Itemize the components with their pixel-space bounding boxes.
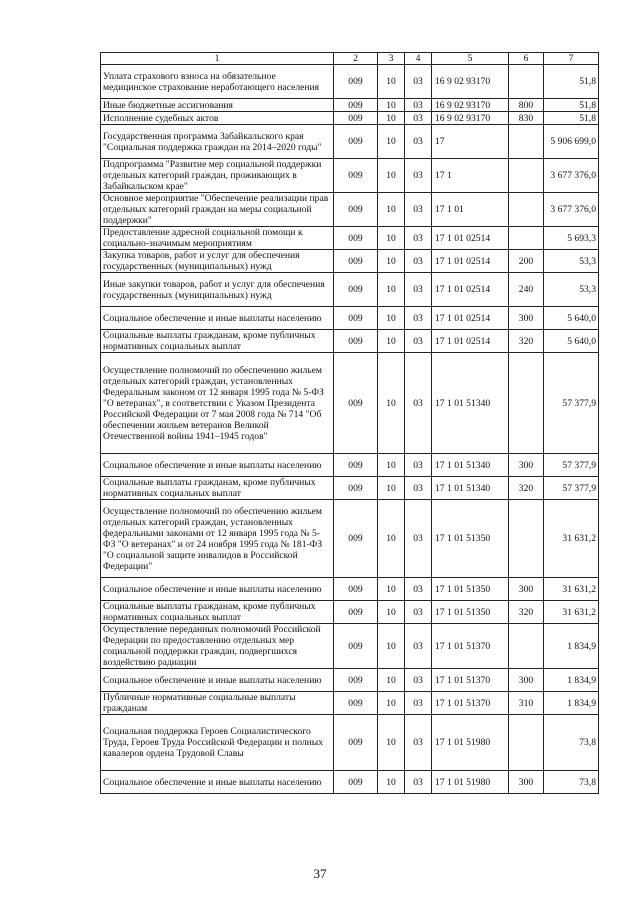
subsection-code: 03: [405, 692, 432, 715]
header-col-5: 5: [432, 53, 509, 65]
section-code: 10: [378, 669, 405, 692]
subsection-code: 03: [405, 125, 432, 159]
row-name: Предоставление адресной социальной помощи к социально-значимым мероприятиям: [101, 227, 334, 250]
amount: 51,8: [544, 65, 599, 99]
amount: 51,8: [544, 99, 599, 112]
table-row: [101, 578, 599, 601]
target-article: 17 1 01 02514: [432, 227, 509, 250]
ministry-code: 009: [334, 65, 378, 99]
table-row: [101, 273, 599, 307]
target-article: 17 1 01 51340: [432, 477, 509, 500]
target-article: 17 1 01 02514: [432, 273, 509, 307]
expense-type: 320: [509, 477, 544, 500]
row-name: Социальное обеспечение и иные выплаты населению: [101, 771, 334, 794]
expense-type: 800: [509, 99, 544, 112]
target-article: 17 1 01 51350: [432, 578, 509, 601]
amount: 57 377,9: [544, 454, 599, 477]
table-row: [101, 692, 599, 715]
header-row: [101, 53, 599, 65]
subsection-code: 03: [405, 307, 432, 330]
amount: 1 834,9: [544, 624, 599, 669]
section-code: 10: [378, 273, 405, 307]
section-code: 10: [378, 112, 405, 125]
row-name: Исполнение судебных актов: [101, 112, 334, 125]
amount: 31 631,2: [544, 500, 599, 578]
row-name: Социальное обеспечение и иные выплаты населению: [101, 578, 334, 601]
row-name: Уплата страхового взноса на обязательное медицинское страхование неработающего населения: [101, 65, 334, 99]
row-name: Осуществление полномочий по обеспечению жильем отдельных категорий граждан, установленных федеральными законами от 12 января 1995 года № 5-ФЗ "О ветеранах" и от 24 ноября 1995 года № 181-ФЗ "О социальной защите инвалидов в Российской Федерации": [101, 500, 334, 578]
row-name: Социальные выплаты гражданам, кроме публичных нормативных социальных выплат: [101, 330, 334, 353]
target-article: 16 9 02 93170: [432, 99, 509, 112]
row-name: Социальная поддержка Героев Социалистического Труда, Героев Труда Российской Федерации и полных кавалеров ордена Трудовой Славы: [101, 715, 334, 771]
ministry-code: 009: [334, 99, 378, 112]
section-code: 10: [378, 715, 405, 771]
page-number: 37: [313, 866, 327, 881]
target-article: 16 9 02 93170: [432, 65, 509, 99]
expense-type: [509, 227, 544, 250]
subsection-code: 03: [405, 601, 432, 624]
subsection-code: 03: [405, 477, 432, 500]
row-name: Публичные нормативные социальные выплаты гражданам: [101, 692, 334, 715]
subsection-code: 03: [405, 454, 432, 477]
ministry-code: 009: [334, 125, 378, 159]
section-code: 10: [378, 624, 405, 669]
row-name: Подпрограмма "Развитие мер социальной поддержки отдельных категорий граждан, проживающих в Забайкальском крае": [101, 159, 334, 193]
row-name: Социальное обеспечение и иные выплаты населению: [101, 454, 334, 477]
expense-type: 300: [509, 578, 544, 601]
table-row: [101, 125, 599, 159]
table-row: [101, 353, 599, 454]
table-row: [101, 99, 599, 112]
expense-type: 310: [509, 692, 544, 715]
table-row: [101, 330, 599, 353]
amount: 57 377,9: [544, 477, 599, 500]
ministry-code: 009: [334, 692, 378, 715]
budget-document: [100, 52, 598, 794]
table-row: [101, 193, 599, 227]
section-code: 10: [378, 65, 405, 99]
expense-type: 320: [509, 601, 544, 624]
section-code: 10: [378, 692, 405, 715]
subsection-code: 03: [405, 193, 432, 227]
row-name: Закупка товаров, работ и услуг для обеспечения государственных (муниципальных) нужд: [101, 250, 334, 273]
table-row: [101, 715, 599, 771]
table-row: [101, 669, 599, 692]
subsection-code: 03: [405, 624, 432, 669]
amount: 1 834,9: [544, 669, 599, 692]
ministry-code: 009: [334, 771, 378, 794]
target-article: 17 1 01 02514: [432, 307, 509, 330]
ministry-code: 009: [334, 715, 378, 771]
ministry-code: 009: [334, 159, 378, 193]
subsection-code: 03: [405, 112, 432, 125]
ministry-code: 009: [334, 330, 378, 353]
table-row: [101, 112, 599, 125]
section-code: 10: [378, 771, 405, 794]
target-article: 17 1 01: [432, 193, 509, 227]
budget-table: [100, 52, 599, 794]
target-article: 17 1 01 02514: [432, 330, 509, 353]
section-code: 10: [378, 250, 405, 273]
subsection-code: 03: [405, 99, 432, 112]
amount: 57 377,9: [544, 353, 599, 454]
amount: 5 693,3: [544, 227, 599, 250]
header-col-3: 3: [378, 53, 405, 65]
row-name: Основное мероприятие "Обеспечение реализации прав отдельных категорий граждан на меры социальной поддержки": [101, 193, 334, 227]
ministry-code: 009: [334, 500, 378, 578]
ministry-code: 009: [334, 193, 378, 227]
expense-type: 300: [509, 454, 544, 477]
expense-type: [509, 193, 544, 227]
target-article: 17 1 01 51350: [432, 601, 509, 624]
amount: 73,8: [544, 715, 599, 771]
section-code: 10: [378, 330, 405, 353]
subsection-code: 03: [405, 500, 432, 578]
target-article: 17 1 01 51980: [432, 715, 509, 771]
section-code: 10: [378, 99, 405, 112]
section-code: 10: [378, 601, 405, 624]
expense-type: 830: [509, 112, 544, 125]
amount: 31 631,2: [544, 578, 599, 601]
target-article: 17 1 01 51370: [432, 624, 509, 669]
ministry-code: 009: [334, 669, 378, 692]
header-col-4: 4: [405, 53, 432, 65]
section-code: 10: [378, 193, 405, 227]
amount: 5 640,0: [544, 307, 599, 330]
table-row: [101, 624, 599, 669]
expense-type: [509, 353, 544, 454]
table-row: [101, 454, 599, 477]
table-row: [101, 65, 599, 99]
target-article: 17 1: [432, 159, 509, 193]
subsection-code: 03: [405, 65, 432, 99]
target-article: 17 1 01 51980: [432, 771, 509, 794]
expense-type: [509, 125, 544, 159]
expense-type: 300: [509, 771, 544, 794]
row-name: Иные бюджетные ассигнования: [101, 99, 334, 112]
row-name: Социальное обеспечение и иные выплаты населению: [101, 307, 334, 330]
amount: 53,3: [544, 273, 599, 307]
ministry-code: 009: [334, 112, 378, 125]
row-name: Социальные выплаты гражданам, кроме публичных нормативных социальных выплат: [101, 601, 334, 624]
subsection-code: 03: [405, 771, 432, 794]
header-col-6: 6: [509, 53, 544, 65]
expense-type: [509, 624, 544, 669]
table-row: [101, 771, 599, 794]
expense-type: [509, 159, 544, 193]
row-name: Государственная программа Забайкальского края "Социальная поддержка граждан на 2014–2020 годы": [101, 125, 334, 159]
row-name: Осуществление полномочий по обеспечению жильем отдельных категорий граждан, установленных Федеральным законом от 12 января 1995 года № 5-ФЗ "О ветеранах", в соответствии с Указом Президента Российской Федерации от 7 мая 2008 года № 714 "Об обеспечении жильем ветеранов Великой Отечественной войны 1941–1945 годов": [101, 353, 334, 454]
ministry-code: 009: [334, 227, 378, 250]
target-article: 17: [432, 125, 509, 159]
table-row: [101, 227, 599, 250]
section-code: 10: [378, 477, 405, 500]
table-row: [101, 601, 599, 624]
expense-type: 300: [509, 307, 544, 330]
table-row: [101, 500, 599, 578]
subsection-code: 03: [405, 353, 432, 454]
target-article: 17 1 01 51370: [432, 692, 509, 715]
amount: 5 906 699,0: [544, 125, 599, 159]
header-col-1: 1: [101, 53, 334, 65]
amount: 3 677 376,0: [544, 193, 599, 227]
table-row: [101, 477, 599, 500]
expense-type: [509, 715, 544, 771]
amount: 3 677 376,0: [544, 159, 599, 193]
expense-type: 240: [509, 273, 544, 307]
ministry-code: 009: [334, 353, 378, 454]
ministry-code: 009: [334, 624, 378, 669]
ministry-code: 009: [334, 477, 378, 500]
section-code: 10: [378, 500, 405, 578]
amount: 5 640,0: [544, 330, 599, 353]
target-article: 17 1 01 51340: [432, 353, 509, 454]
amount: 51,8: [544, 112, 599, 125]
row-name: Социальное обеспечение и иные выплаты населению: [101, 669, 334, 692]
row-name: Социальные выплаты гражданам, кроме публичных нормативных социальных выплат: [101, 477, 334, 500]
section-code: 10: [378, 353, 405, 454]
subsection-code: 03: [405, 330, 432, 353]
subsection-code: 03: [405, 578, 432, 601]
header-col-7: 7: [544, 53, 599, 65]
subsection-code: 03: [405, 159, 432, 193]
ministry-code: 009: [334, 250, 378, 273]
ministry-code: 009: [334, 307, 378, 330]
section-code: 10: [378, 578, 405, 601]
table-row: [101, 307, 599, 330]
subsection-code: 03: [405, 669, 432, 692]
table-row: [101, 250, 599, 273]
target-article: 16 9 02 93170: [432, 112, 509, 125]
expense-type: 320: [509, 330, 544, 353]
expense-type: [509, 500, 544, 578]
section-code: 10: [378, 125, 405, 159]
section-code: 10: [378, 227, 405, 250]
expense-type: 300: [509, 669, 544, 692]
expense-type: [509, 65, 544, 99]
target-article: 17 1 01 51350: [432, 500, 509, 578]
row-name: Осуществление переданных полномочий Российской Федерации по предоставлению отдельных мер социальной поддержки граждан, подвергшихся воздействию радиации: [101, 624, 334, 669]
amount: 1 834,9: [544, 692, 599, 715]
target-article: 17 1 01 51340: [432, 454, 509, 477]
table-row: [101, 159, 599, 193]
amount: 73,8: [544, 771, 599, 794]
header-col-2: 2: [334, 53, 378, 65]
amount: 53,3: [544, 250, 599, 273]
section-code: 10: [378, 159, 405, 193]
ministry-code: 009: [334, 578, 378, 601]
target-article: 17 1 01 02514: [432, 250, 509, 273]
budget-table-body: [101, 53, 599, 794]
ministry-code: 009: [334, 454, 378, 477]
target-article: 17 1 01 51370: [432, 669, 509, 692]
section-code: 10: [378, 454, 405, 477]
section-code: 10: [378, 307, 405, 330]
subsection-code: 03: [405, 273, 432, 307]
expense-type: 200: [509, 250, 544, 273]
ministry-code: 009: [334, 601, 378, 624]
subsection-code: 03: [405, 250, 432, 273]
ministry-code: 009: [334, 273, 378, 307]
subsection-code: 03: [405, 227, 432, 250]
amount: 31 631,2: [544, 601, 599, 624]
row-name: Иные закупки товаров, работ и услуг для обеспечения государственных (муниципальных) нужд: [101, 273, 334, 307]
subsection-code: 03: [405, 715, 432, 771]
